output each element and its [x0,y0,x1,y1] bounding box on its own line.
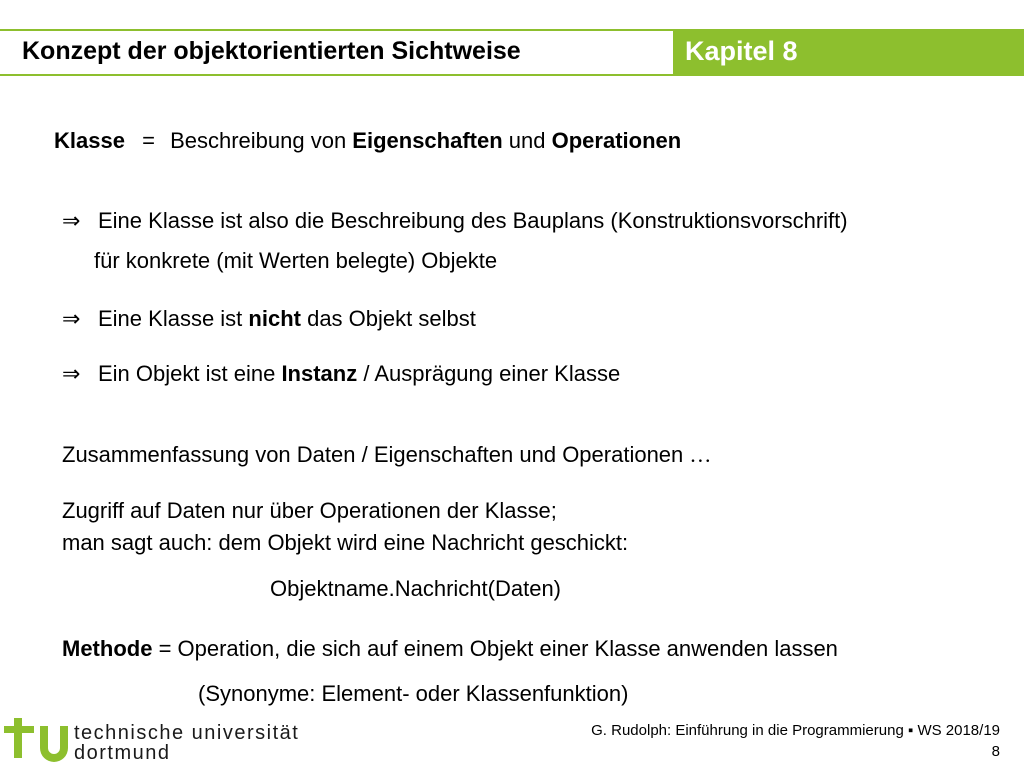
class-definition [54,128,681,154]
logo-line-2: dortmund [74,742,171,764]
bullet-2 [62,306,476,332]
bullet-3-pre: Ein Objekt ist eine [98,361,282,386]
logo-line-1: technische universität [74,722,300,744]
definition-part1: Beschreibung von [170,128,353,153]
bullet-3-bold: Instanz [281,361,358,386]
bullet-1 [62,208,848,234]
bullet-1-line1: Eine Klasse ist also die Beschreibung des Bauplans (Konstruktionsvorschrift) [98,208,848,233]
access-line-1: Zugriff auf Daten nur über Operationen der Klasse; [62,498,557,523]
access-code: Objektname.Nachricht(Daten) [270,576,562,601]
method-rest: = Operation, die sich auf einem Objekt einer Klasse anwenden lassen [152,636,838,661]
summary-ellipsis: … [689,442,712,467]
implies-arrow-icon: ⇒ [62,209,81,234]
summary-line [62,442,711,468]
tu-dortmund-logo [4,718,72,764]
method-definition [62,636,838,662]
method-term: Methode [62,636,153,661]
implies-arrow-icon: ⇒ [62,362,81,387]
bullet-1-continuation: für konkrete (mit Werten belegte) Objekte [94,248,498,273]
footer-citation: G. Rudolph: Einführung in die Programmierung ▪ WS 2018/19 [591,722,1000,739]
definition-eigenschaften: Eigenschaften [352,128,503,153]
header-bottom-rule [0,74,1024,76]
definition-equals: = [142,128,155,153]
method-synonyms: (Synonyme: Element- oder Klassenfunktion) [198,681,629,706]
definition-und: und [502,128,552,153]
bullet-2-pre: Eine Klasse ist [98,306,249,331]
bullet-2-bold: nicht [248,306,301,331]
page-title: Konzept der objektorientierten Sichtweise [22,37,521,65]
access-line-2: man sagt auch: dem Objekt wird eine Nachricht geschickt: [62,530,629,555]
implies-arrow-icon: ⇒ [62,307,81,332]
definition-term: Klasse [54,128,125,153]
definition-operationen: Operationen [551,128,682,153]
bullet-2-post: das Objekt selbst [300,306,476,331]
bullet-3 [62,361,620,387]
page-number: 8 [991,743,1000,760]
bullet-3-post: / Ausprägung einer Klasse [357,361,621,386]
summary-text: Zusammenfassung von Daten / Eigenschaften und Operationen [62,442,684,467]
chapter-label: Kapitel 8 [685,36,798,66]
